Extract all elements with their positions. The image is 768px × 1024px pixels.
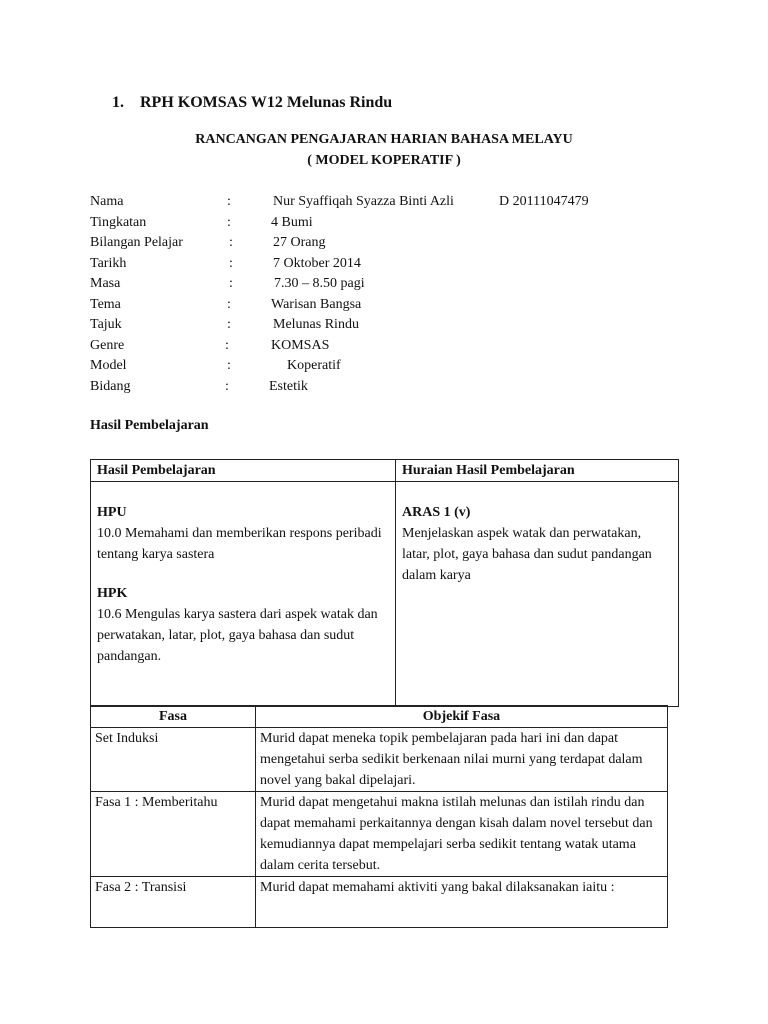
info-value: Koperatif: [287, 358, 341, 373]
info-value: Nur Syaffiqah Syazza Binti Azli: [273, 194, 454, 209]
info-label: Nama: [90, 194, 124, 209]
info-label: Model: [90, 358, 127, 373]
document-title-line1: RANCANGAN PENGAJARAN HARIAN BAHASA MELAYU: [195, 132, 573, 147]
table-row: [91, 482, 679, 707]
info-value: 27 Orang: [273, 235, 326, 250]
objektif-cell: Murid dapat memahami aktiviti yang bakal dilaksanakan iaitu :: [256, 877, 668, 928]
table-row: [91, 792, 668, 877]
info-value: 4 Bumi: [271, 214, 313, 230]
table-header-row: [91, 706, 668, 728]
document-heading: [112, 94, 392, 112]
info-label: Tingkatan: [90, 214, 147, 230]
info-colon: :: [229, 255, 233, 271]
info-colon: :: [225, 337, 229, 353]
info-label: Bidang: [90, 378, 131, 394]
objektif-cell: Murid dapat meneka topik pembelajaran pada hari ini dan dapat mengetahui serba sedikit berkenaan nilai murni yang terdapat dalam novel yang bakal dipelajari.: [256, 728, 668, 792]
info-value: Melunas Rindu: [273, 317, 359, 332]
info-colon: :: [227, 214, 231, 230]
phase-objectives-table: [90, 705, 668, 928]
aras-label: ARAS 1 (v): [402, 505, 471, 520]
info-value: 7 Oktober 2014: [273, 255, 361, 271]
description-cell: [396, 482, 679, 707]
aras-text: Menjelaskan aspek watak dan perwatakan, latar, plot, gaya bahasa dan sudut pandangan dalam karya: [402, 526, 652, 583]
info-label: Tema: [90, 296, 121, 312]
info-colon: :: [229, 235, 233, 250]
info-label: Masa: [90, 276, 121, 291]
header-huraian: Huraian Hasil Pembelajaran: [396, 460, 679, 482]
info-colon: :: [225, 378, 229, 394]
document-title-line2: ( MODEL KOPERATIF ): [307, 153, 461, 168]
heading-text: RPH KOMSAS W12 Melunas Rindu: [140, 94, 393, 111]
info-label: Tajuk: [90, 317, 122, 332]
info-label: Tarikh: [90, 255, 127, 271]
outcomes-cell: [91, 482, 396, 707]
objektif-cell: Murid dapat mengetahui makna istilah melunas dan istilah rindu dan dapat memahami perkaitannya dengan kisah dalam novel tersebut dan kemudiannya dapat mempelajari serba sedikit tentang watak utama dalam cerita tersebut.: [256, 792, 668, 877]
info-value: KOMSAS: [271, 337, 330, 353]
hpu-text: 10.0 Memahami dan memberikan respons peribadi tentang karya sastera: [97, 526, 382, 562]
table-row: [91, 728, 668, 792]
info-colon: :: [227, 194, 231, 209]
hpk-text: 10.6 Mengulas karya sastera dari aspek watak dan perwatakan, latar, plot, gaya bahasa dan sudut pandangan.: [97, 607, 378, 664]
info-extra: D 20111047479: [499, 194, 589, 209]
section-title-hasil-pembelajaran: Hasil Pembelajaran: [90, 418, 209, 433]
info-value: 7.30 – 8.50 pagi: [274, 276, 365, 291]
fasa-cell: Fasa 1 : Memberitahu: [91, 792, 256, 877]
table-row: [91, 877, 668, 928]
table-header-row: [91, 460, 679, 482]
learning-outcomes-table: [90, 459, 679, 707]
info-value: Warisan Bangsa: [271, 296, 362, 312]
hpu-label: HPU: [97, 505, 127, 520]
info-colon: :: [229, 276, 233, 291]
info-label: Genre: [90, 337, 125, 353]
info-value: Estetik: [269, 378, 308, 394]
fasa-cell: Fasa 2 : Transisi: [91, 877, 256, 928]
info-colon: :: [227, 317, 231, 332]
header-objektif-fasa: Objekif Fasa: [256, 706, 668, 728]
header-hasil-pembelajaran: Hasil Pembelajaran: [91, 460, 396, 482]
fasa-cell: Set Induksi: [91, 728, 256, 792]
header-fasa: Fasa: [91, 706, 256, 728]
info-label: Bilangan Pelajar: [90, 235, 183, 250]
info-colon: :: [227, 296, 231, 312]
info-colon: :: [227, 358, 231, 373]
heading-number: 1.: [112, 94, 124, 111]
hpk-label: HPK: [97, 586, 128, 601]
